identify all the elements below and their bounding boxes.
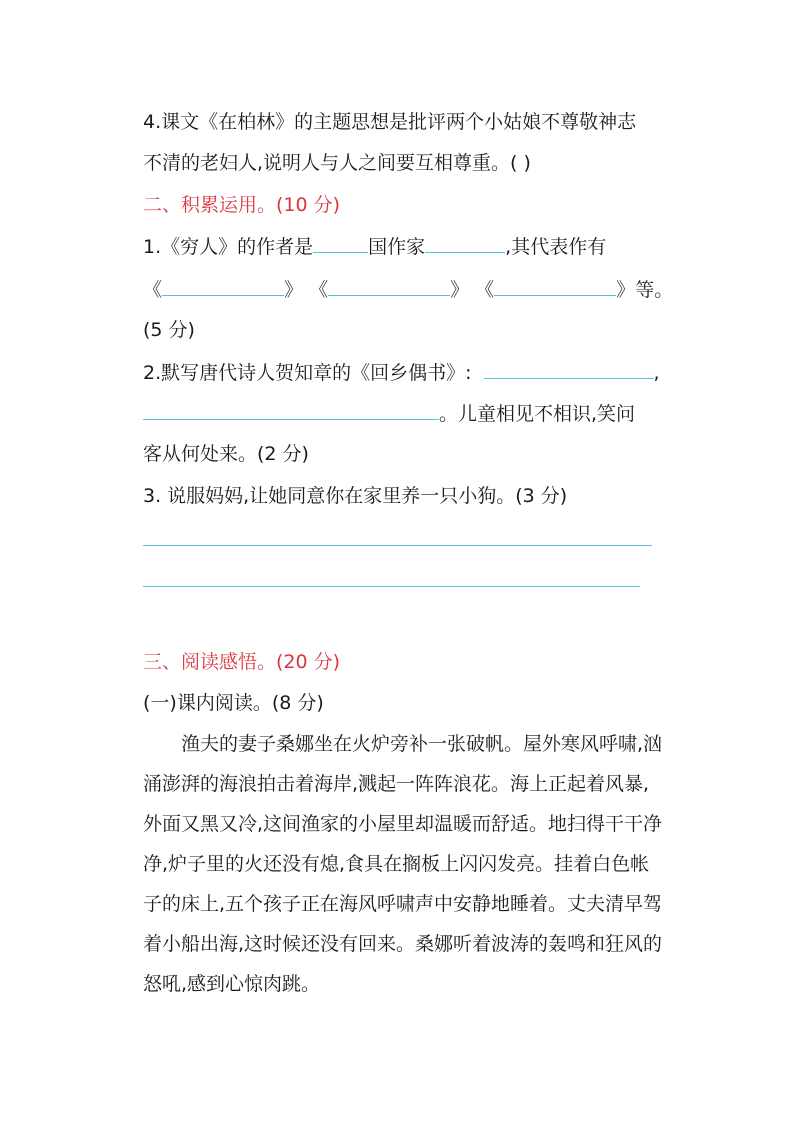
s2-q1-nation-label: 国作家 xyxy=(368,236,426,258)
author-blank[interactable] xyxy=(313,234,368,253)
s2-question-1-line-2 xyxy=(143,277,673,302)
work-title-blank-1[interactable] xyxy=(162,277,284,296)
book-close-mark: 》 xyxy=(616,279,636,301)
s2-q1-prefix: 1.《穷人》的作者是 xyxy=(143,236,314,258)
book-close-mark: 》 xyxy=(284,279,304,301)
s2-question-2-line-2 xyxy=(143,401,635,426)
section-3-heading: 三、阅读感悟。(20 分) xyxy=(143,651,341,673)
question-4-line-1: 4.课文《在柏林》的主题思想是批评两个小姑娘不尊敬神志 xyxy=(143,111,637,133)
s2-question-3: 3. 说服妈妈,让她同意你在家里养一只小狗。(3 分) xyxy=(143,485,568,507)
reading-passage: 渔夫的妻子桑娜坐在火炉旁补一张破帆。屋外寒风呼啸,汹涌澎湃的海浪拍击着海岸,溅起一阵阵浪花。海上正起着风暴,外面又黑又冷,这间渔家的小屋里却温暖而舒适。地扫得干干净净,炉子里的火还没有熄,食具在搁板上闪闪发亮。挂着白色帐子的床上,五个孩子正在海风呼啸声中安静地睡着。丈夫清早驾着小船出海,这时候还没有回来。桑娜听着波涛的轰鸣和狂风的怒吼,感到心惊肉跳。 xyxy=(143,733,663,995)
s2-q2-lead: 2.默写唐代诗人贺知章的《回乡偶书》: xyxy=(143,362,472,384)
section-3-subheading: (一)课内阅读。(8 分) xyxy=(143,692,324,714)
section-2-heading: 二、积累运用。(10 分) xyxy=(143,194,341,216)
question-4-line-2: 不清的老妇人,说明人与人之间要互相尊重。( ) xyxy=(143,152,531,174)
work-title-blank-3[interactable] xyxy=(494,277,616,296)
s2-question-1-line-1 xyxy=(143,234,606,259)
s2-q2-line-3: 客从何处来。(2 分) xyxy=(143,443,309,465)
nationality-blank[interactable] xyxy=(425,234,505,253)
poem-line-1-blank[interactable] xyxy=(484,360,654,379)
answer-line-2[interactable] xyxy=(143,586,640,587)
book-open-mark: 《 xyxy=(475,279,495,301)
work-title-blank-2[interactable] xyxy=(328,277,450,296)
s2-q1-works-label: ,其代表作有 xyxy=(505,236,607,258)
s2-question-2-line-1 xyxy=(143,360,660,385)
book-open-mark: 《 xyxy=(143,279,163,301)
poem-line-2-blank[interactable] xyxy=(143,401,439,420)
s2-q1-tail: 等。 xyxy=(635,279,674,301)
book-close-mark: 》 xyxy=(450,279,470,301)
s2-q1-score: (5 分) xyxy=(143,319,195,341)
answer-line-1[interactable] xyxy=(143,545,652,546)
s2-q2-comma: , xyxy=(653,362,660,384)
book-open-mark: 《 xyxy=(309,279,329,301)
s2-q2-rest: 。儿童相见不相识,笑问 xyxy=(439,403,636,425)
